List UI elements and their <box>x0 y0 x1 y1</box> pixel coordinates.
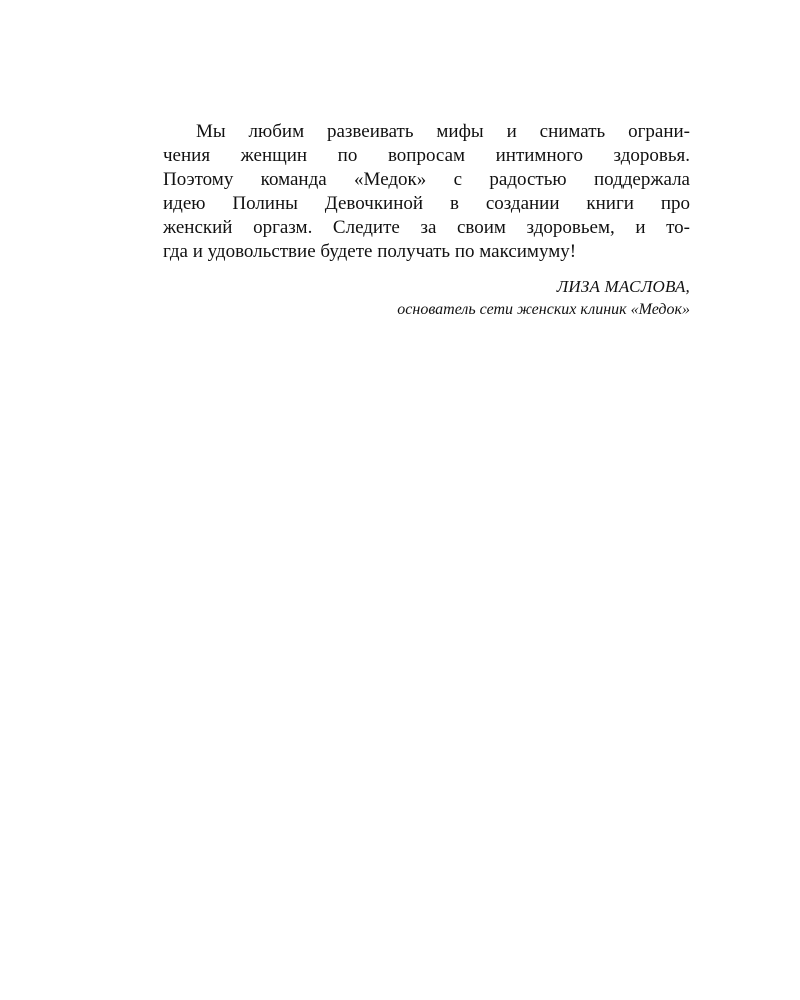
quote-line: идею Полины Девочкиной в создании книги про <box>163 193 690 214</box>
quote-line: гда и удовольствие будете получать по максимуму! <box>163 241 577 262</box>
quote-line: чения женщин по вопросам интимного здоровья. <box>163 145 690 166</box>
quote-line: Поэтому команда «Медок» с радостью поддержала <box>163 169 690 190</box>
quote-paragraph <box>163 120 690 264</box>
quote-line: Мы любим развеивать мифы и снимать ограни- <box>196 121 690 142</box>
attribution <box>163 276 690 321</box>
author-name: ЛИЗА МАСЛОВА, <box>556 277 690 296</box>
author-role: основатель сети женских клиник «Медок» <box>397 301 690 318</box>
quote-line: женский оргазм. Следите за своим здоровьем, и то- <box>163 217 690 238</box>
